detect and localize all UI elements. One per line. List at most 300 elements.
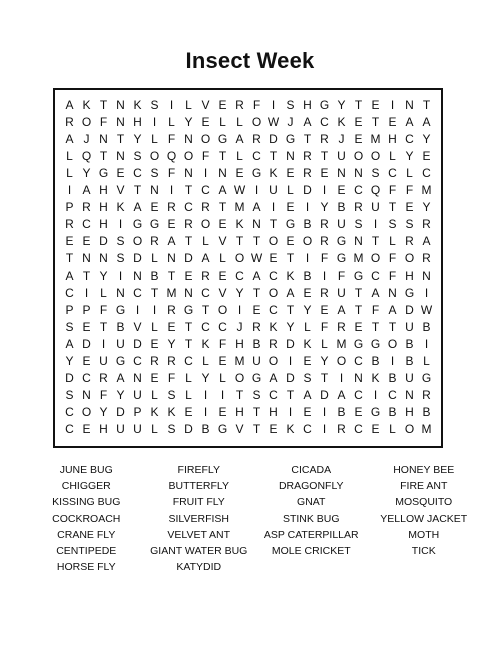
grid-letter[interactable]: Y (99, 405, 108, 420)
grid-letter[interactable]: I (169, 97, 174, 112)
grid-letter[interactable]: D (99, 234, 108, 249)
grid-letter[interactable]: I (101, 336, 106, 351)
grid-letter[interactable]: R (201, 200, 210, 215)
grid-letter[interactable]: S (252, 388, 261, 403)
grid-letter[interactable]: N (218, 165, 227, 180)
grid-letter[interactable]: A (235, 131, 244, 146)
grid-letter[interactable]: O (132, 234, 143, 249)
grid-letter[interactable]: T (371, 319, 380, 334)
grid-letter[interactable]: C (133, 285, 142, 300)
grid-letter[interactable]: G (149, 217, 160, 232)
grid-letter[interactable]: G (183, 302, 194, 317)
grid-letter[interactable]: L (389, 234, 396, 249)
grid-letter[interactable]: N (99, 131, 108, 146)
grid-letter[interactable]: N (405, 388, 414, 403)
grid-letter[interactable]: I (322, 405, 327, 420)
grid-letter[interactable]: B (303, 268, 312, 283)
grid-letter[interactable]: C (303, 422, 312, 437)
grid-letter[interactable]: I (203, 405, 208, 420)
grid-letter[interactable]: U (269, 183, 278, 198)
grid-letter[interactable]: F (388, 268, 397, 283)
grid-letter[interactable]: R (320, 217, 329, 232)
grid-letter[interactable]: E (286, 200, 295, 215)
grid-letter[interactable]: C (354, 422, 363, 437)
grid-letter[interactable]: W (267, 114, 280, 129)
grid-letter[interactable]: N (422, 268, 431, 283)
grid-letter[interactable]: F (405, 183, 414, 198)
grid-letter[interactable]: L (389, 422, 396, 437)
grid-letter[interactable]: E (218, 405, 227, 420)
grid-letter[interactable]: A (337, 302, 346, 317)
grid-letter[interactable]: Y (133, 131, 142, 146)
grid-letter[interactable]: F (337, 268, 346, 283)
grid-letter[interactable]: T (354, 97, 363, 112)
grid-letter[interactable]: O (183, 148, 194, 163)
grid-letter[interactable]: I (390, 354, 395, 369)
grid-letter[interactable]: C (65, 405, 74, 420)
grid-letter[interactable]: C (133, 354, 142, 369)
grid-letter[interactable]: C (184, 354, 193, 369)
grid-letter[interactable]: U (405, 319, 414, 334)
grid-letter[interactable]: I (203, 165, 208, 180)
grid-letter[interactable]: N (133, 268, 142, 283)
grid-letter[interactable]: D (269, 131, 278, 146)
grid-letter[interactable]: G (353, 268, 364, 283)
grid-letter[interactable]: R (252, 319, 261, 334)
grid-letter[interactable]: B (201, 422, 210, 437)
grid-letter[interactable]: E (286, 165, 295, 180)
grid-letter[interactable]: E (354, 319, 363, 334)
grid-letter[interactable]: L (151, 319, 158, 334)
grid-letter[interactable]: G (319, 97, 330, 112)
grid-letter[interactable]: L (236, 148, 243, 163)
grid-letter[interactable]: B (150, 268, 159, 283)
grid-letter[interactable]: G (115, 302, 126, 317)
grid-letter[interactable]: T (286, 388, 295, 403)
grid-letter[interactable]: E (286, 234, 295, 249)
grid-letter[interactable]: M (421, 422, 432, 437)
grid-letter[interactable]: L (423, 354, 430, 369)
grid-letter[interactable]: O (370, 148, 381, 163)
grid-letter[interactable]: C (354, 388, 363, 403)
grid-letter[interactable]: M (370, 131, 381, 146)
grid-letter[interactable]: F (371, 302, 380, 317)
grid-letter[interactable]: K (303, 336, 312, 351)
grid-letter[interactable]: K (82, 97, 91, 112)
grid-letter[interactable]: W (420, 302, 433, 317)
grid-letter[interactable]: I (84, 285, 89, 300)
grid-letter[interactable]: T (371, 114, 380, 129)
grid-letter[interactable]: Y (303, 302, 312, 317)
grid-letter[interactable]: C (82, 371, 91, 386)
grid-letter[interactable]: T (184, 183, 193, 198)
grid-letter[interactable]: H (388, 131, 397, 146)
grid-letter[interactable]: B (252, 336, 261, 351)
grid-letter[interactable]: I (169, 183, 174, 198)
grid-letter[interactable]: B (303, 217, 312, 232)
grid-letter[interactable]: N (405, 97, 414, 112)
grid-letter[interactable]: M (234, 354, 245, 369)
grid-letter[interactable]: K (269, 165, 278, 180)
grid-letter[interactable]: J (287, 114, 294, 129)
grid-letter[interactable]: T (388, 200, 397, 215)
grid-letter[interactable]: R (337, 422, 346, 437)
grid-letter[interactable]: T (371, 234, 380, 249)
grid-letter[interactable]: Y (405, 148, 414, 163)
grid-letter[interactable]: I (152, 302, 157, 317)
grid-letter[interactable]: E (167, 217, 176, 232)
grid-letter[interactable]: O (200, 217, 211, 232)
grid-letter[interactable]: G (336, 234, 347, 249)
grid-letter[interactable]: K (371, 371, 380, 386)
grid-letter[interactable]: D (286, 371, 295, 386)
grid-letter[interactable]: L (151, 131, 158, 146)
grid-letter[interactable]: R (320, 285, 329, 300)
grid-letter[interactable]: T (252, 285, 261, 300)
grid-letter[interactable]: N (184, 285, 193, 300)
grid-letter[interactable]: Y (82, 165, 91, 180)
grid-letter[interactable]: F (99, 302, 108, 317)
grid-letter[interactable]: Y (337, 97, 346, 112)
grid-letter[interactable]: T (252, 234, 261, 249)
grid-letter[interactable]: I (339, 371, 344, 386)
grid-letter[interactable]: T (133, 183, 142, 198)
grid-letter[interactable]: I (135, 302, 140, 317)
grid-letter[interactable]: D (184, 251, 193, 266)
grid-letter[interactable]: P (65, 302, 74, 317)
grid-letter[interactable]: G (217, 422, 228, 437)
grid-letter[interactable]: B (388, 405, 397, 420)
grid-letter[interactable]: L (168, 114, 175, 129)
grid-letter[interactable]: N (388, 285, 397, 300)
grid-letter[interactable]: L (219, 114, 226, 129)
grid-letter[interactable]: E (405, 200, 414, 215)
grid-letter[interactable]: U (337, 285, 346, 300)
grid-letter[interactable]: G (217, 131, 228, 146)
grid-letter[interactable]: Y (65, 354, 74, 369)
grid-letter[interactable]: E (354, 405, 363, 420)
grid-letter[interactable]: L (202, 354, 209, 369)
grid-letter[interactable]: T (269, 148, 278, 163)
grid-letter[interactable]: S (371, 165, 380, 180)
grid-letter[interactable]: E (218, 217, 227, 232)
grid-letter[interactable]: M (353, 251, 364, 266)
grid-letter[interactable]: U (133, 388, 142, 403)
grid-letter[interactable]: Q (81, 148, 92, 163)
grid-letter[interactable]: S (65, 388, 74, 403)
grid-letter[interactable]: Y (184, 114, 193, 129)
grid-letter[interactable]: L (66, 148, 73, 163)
grid-letter[interactable]: F (252, 97, 261, 112)
grid-letter[interactable]: T (235, 234, 244, 249)
grid-letter[interactable]: Y (201, 371, 210, 386)
grid-letter[interactable]: O (81, 405, 92, 420)
grid-letter[interactable]: R (82, 200, 91, 215)
grid-letter[interactable]: A (388, 302, 397, 317)
grid-letter[interactable]: I (203, 388, 208, 403)
grid-letter[interactable]: I (237, 302, 242, 317)
grid-letter[interactable]: A (303, 114, 312, 129)
grid-letter[interactable]: E (320, 302, 329, 317)
grid-letter[interactable]: T (286, 302, 295, 317)
grid-letter[interactable]: I (67, 183, 72, 198)
grid-letter[interactable]: L (236, 114, 243, 129)
grid-letter[interactable]: G (132, 217, 143, 232)
grid-letter[interactable]: P (82, 302, 91, 317)
grid-letter[interactable]: G (251, 371, 262, 386)
grid-letter[interactable]: C (133, 165, 142, 180)
grid-letter[interactable]: B (337, 405, 346, 420)
grid-letter[interactable]: V (235, 422, 244, 437)
grid-letter[interactable]: V (116, 183, 125, 198)
grid-letter[interactable]: H (99, 200, 108, 215)
grid-letter[interactable]: E (354, 131, 363, 146)
grid-letter[interactable]: A (337, 388, 346, 403)
grid-letter[interactable]: L (219, 371, 226, 386)
grid-letter[interactable]: C (354, 183, 363, 198)
grid-letter[interactable]: E (150, 336, 159, 351)
grid-letter[interactable]: T (354, 285, 363, 300)
grid-letter[interactable]: U (133, 422, 142, 437)
grid-letter[interactable]: E (371, 422, 380, 437)
grid-letter[interactable]: L (185, 371, 192, 386)
grid-letter[interactable]: E (167, 319, 176, 334)
grid-letter[interactable]: O (336, 354, 347, 369)
grid-letter[interactable]: L (151, 422, 158, 437)
grid-letter[interactable]: E (82, 319, 91, 334)
grid-letter[interactable]: U (252, 354, 261, 369)
grid-letter[interactable]: R (354, 200, 363, 215)
grid-letter[interactable]: N (99, 251, 108, 266)
grid-letter[interactable]: R (184, 217, 193, 232)
grid-letter[interactable]: E (269, 251, 278, 266)
grid-letter[interactable]: T (99, 97, 108, 112)
grid-letter[interactable]: E (371, 97, 380, 112)
grid-letter[interactable]: I (118, 217, 123, 232)
grid-letter[interactable]: N (82, 388, 91, 403)
grid-letter[interactable]: E (150, 200, 159, 215)
grid-letter[interactable]: Y (167, 336, 176, 351)
grid-letter[interactable]: C (65, 422, 74, 437)
grid-letter[interactable]: B (337, 200, 346, 215)
grid-letter[interactable]: V (201, 97, 210, 112)
grid-letter[interactable]: O (217, 302, 228, 317)
grid-letter[interactable]: N (184, 131, 193, 146)
grid-letter[interactable]: A (286, 285, 295, 300)
grid-letter[interactable]: P (133, 405, 142, 420)
grid-letter[interactable]: N (116, 285, 125, 300)
grid-letter[interactable]: E (116, 165, 125, 180)
grid-letter[interactable]: I (118, 268, 123, 283)
grid-letter[interactable]: T (65, 251, 74, 266)
grid-letter[interactable]: A (133, 200, 142, 215)
grid-letter[interactable]: A (167, 234, 176, 249)
grid-letter[interactable]: I (390, 97, 395, 112)
grid-letter[interactable]: V (133, 319, 142, 334)
grid-letter[interactable]: K (286, 268, 295, 283)
grid-letter[interactable]: R (303, 165, 312, 180)
grid-letter[interactable]: I (322, 422, 327, 437)
grid-letter[interactable]: V (218, 234, 227, 249)
grid-letter[interactable]: D (116, 405, 125, 420)
grid-letter[interactable]: S (116, 251, 125, 266)
grid-letter[interactable]: D (184, 422, 193, 437)
grid-letter[interactable]: I (305, 251, 310, 266)
grid-letter[interactable]: T (150, 285, 159, 300)
grid-letter[interactable]: T (320, 148, 329, 163)
grid-letter[interactable]: R (320, 234, 329, 249)
grid-letter[interactable]: O (404, 251, 415, 266)
grid-letter[interactable]: E (235, 165, 244, 180)
grid-letter[interactable]: J (338, 131, 345, 146)
grid-letter[interactable]: C (82, 217, 91, 232)
grid-letter[interactable]: C (269, 302, 278, 317)
grid-letter[interactable]: B (405, 336, 414, 351)
grid-letter[interactable]: G (336, 251, 347, 266)
grid-letter[interactable]: L (389, 148, 396, 163)
grid-letter[interactable]: B (405, 354, 414, 369)
grid-letter[interactable]: T (218, 200, 227, 215)
grid-letter[interactable]: R (150, 234, 159, 249)
grid-letter[interactable]: R (303, 148, 312, 163)
grid-letter[interactable]: N (150, 183, 159, 198)
grid-letter[interactable]: F (320, 319, 329, 334)
grid-letter[interactable]: O (387, 336, 398, 351)
grid-letter[interactable]: C (405, 131, 414, 146)
grid-letter[interactable]: A (269, 371, 278, 386)
grid-letter[interactable]: K (167, 405, 176, 420)
grid-letter[interactable]: C (252, 148, 261, 163)
grid-letter[interactable]: H (99, 422, 108, 437)
grid-letter[interactable]: K (235, 217, 244, 232)
grid-letter[interactable]: E (422, 148, 431, 163)
grid-letter[interactable]: R (235, 97, 244, 112)
grid-letter[interactable]: A (252, 268, 261, 283)
grid-letter[interactable]: Y (422, 200, 431, 215)
grid-letter[interactable]: L (287, 183, 294, 198)
grid-letter[interactable]: R (167, 354, 176, 369)
grid-letter[interactable]: A (65, 336, 74, 351)
grid-letter[interactable]: F (99, 114, 108, 129)
grid-letter[interactable]: I (220, 388, 225, 403)
grid-letter[interactable]: I (373, 217, 378, 232)
grid-letter[interactable]: E (252, 302, 261, 317)
grid-letter[interactable]: S (167, 422, 176, 437)
grid-letter[interactable]: T (184, 319, 193, 334)
grid-letter[interactable]: A (405, 114, 414, 129)
grid-letter[interactable]: L (185, 97, 192, 112)
grid-letter[interactable]: S (150, 97, 159, 112)
grid-letter[interactable]: L (202, 234, 209, 249)
grid-letter[interactable]: W (250, 251, 263, 266)
grid-letter[interactable]: C (218, 319, 227, 334)
grid-letter[interactable]: O (268, 285, 279, 300)
grid-letter[interactable]: A (65, 131, 74, 146)
grid-letter[interactable]: T (422, 97, 431, 112)
grid-letter[interactable]: F (201, 148, 210, 163)
grid-letter[interactable]: O (234, 251, 245, 266)
grid-letter[interactable]: B (422, 405, 431, 420)
grid-letter[interactable]: O (404, 422, 415, 437)
grid-letter[interactable]: T (354, 302, 363, 317)
grid-letter[interactable]: K (337, 114, 346, 129)
grid-letter[interactable]: U (99, 354, 108, 369)
grid-letter[interactable]: E (337, 183, 346, 198)
grid-letter[interactable]: O (268, 234, 279, 249)
grid-letter[interactable]: A (218, 183, 227, 198)
grid-letter[interactable]: F (218, 336, 227, 351)
grid-letter[interactable]: I (305, 200, 310, 215)
grid-letter[interactable]: I (373, 388, 378, 403)
grid-letter[interactable]: E (218, 268, 227, 283)
grid-letter[interactable]: Y (99, 268, 108, 283)
grid-letter[interactable]: T (252, 405, 261, 420)
grid-letter[interactable]: F (167, 165, 176, 180)
grid-letter[interactable]: K (133, 97, 142, 112)
grid-letter[interactable]: E (303, 285, 312, 300)
grid-letter[interactable]: I (254, 183, 259, 198)
grid-letter[interactable]: U (116, 336, 125, 351)
grid-letter[interactable]: E (320, 165, 329, 180)
grid-letter[interactable]: H (269, 405, 278, 420)
grid-letter[interactable]: G (370, 336, 381, 351)
grid-letter[interactable]: T (184, 336, 193, 351)
grid-letter[interactable]: N (82, 251, 91, 266)
grid-letter[interactable]: T (303, 131, 312, 146)
grid-letter[interactable]: C (269, 388, 278, 403)
grid-letter[interactable]: S (303, 371, 312, 386)
grid-letter[interactable]: R (150, 354, 159, 369)
grid-letter[interactable]: E (218, 354, 227, 369)
grid-letter[interactable]: R (320, 131, 329, 146)
grid-letter[interactable]: A (116, 371, 125, 386)
grid-letter[interactable]: C (235, 268, 244, 283)
grid-letter[interactable]: G (285, 131, 296, 146)
grid-letter[interactable]: A (303, 388, 312, 403)
grid-letter[interactable]: C (422, 165, 431, 180)
grid-letter[interactable]: B (371, 354, 380, 369)
grid-letter[interactable]: F (388, 251, 397, 266)
grid-letter[interactable]: O (302, 234, 313, 249)
grid-letter[interactable]: R (337, 319, 346, 334)
grid-letter[interactable]: R (405, 234, 414, 249)
grid-letter[interactable]: L (304, 319, 311, 334)
grid-letter[interactable]: R (422, 217, 431, 232)
grid-letter[interactable]: T (252, 422, 261, 437)
grid-letter[interactable]: R (422, 388, 431, 403)
grid-letter[interactable]: U (337, 217, 346, 232)
grid-letter[interactable]: E (218, 97, 227, 112)
grid-letter[interactable]: H (235, 336, 244, 351)
grid-letter[interactable]: Y (320, 354, 329, 369)
grid-letter[interactable]: N (116, 97, 125, 112)
grid-letter[interactable]: U (116, 422, 125, 437)
grid-letter[interactable]: G (370, 405, 381, 420)
grid-letter[interactable]: F (167, 371, 176, 386)
grid-letter[interactable]: O (149, 148, 160, 163)
grid-letter[interactable]: E (354, 114, 363, 129)
grid-letter[interactable]: F (99, 388, 108, 403)
grid-letter[interactable]: M (166, 285, 177, 300)
grid-letter[interactable]: C (320, 114, 329, 129)
grid-letter[interactable]: I (288, 354, 293, 369)
grid-letter[interactable]: N (337, 165, 346, 180)
grid-letter[interactable]: Y (422, 131, 431, 146)
grid-letter[interactable]: N (286, 148, 295, 163)
grid-letter[interactable]: H (405, 268, 414, 283)
grid-letter[interactable]: H (235, 405, 244, 420)
grid-letter[interactable]: K (286, 422, 295, 437)
